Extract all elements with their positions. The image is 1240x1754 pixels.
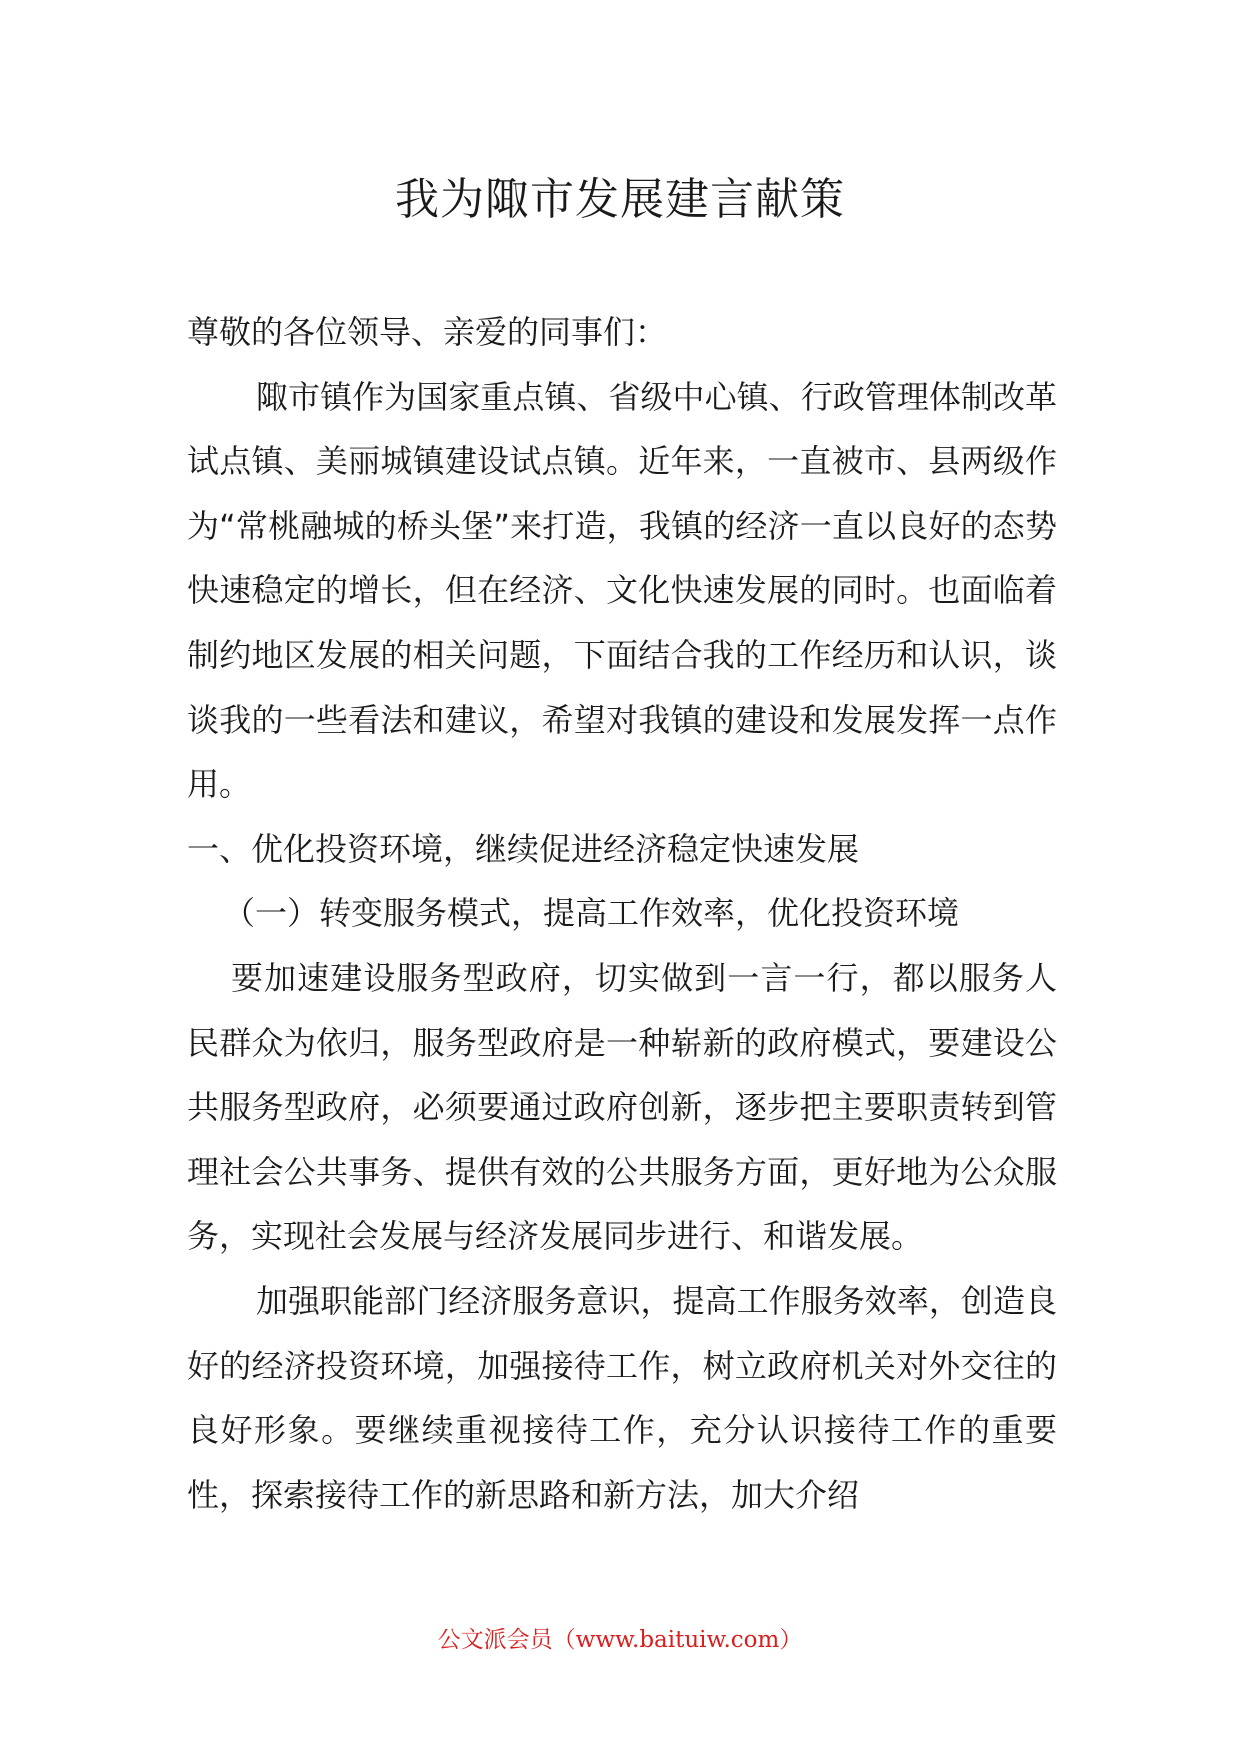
body-paragraph-reception: 加强职能部门经济服务意识，提高工作服务效率，创造良好的经济投资环境，加强接待工作，树立政府机关对外交往的良好形象。要继续重视接待工作，充分认识接待工作的重要性，探索接待工作的新思路和新方法，加大介绍	[187, 1281, 1057, 1514]
footer-watermark: 公文派会员（www.baituiw.com）	[437, 1627, 803, 1653]
subsection-heading: （一）转变服务模式，提高工作效率，优化投资环境	[223, 894, 960, 933]
document-body	[187, 300, 1057, 1527]
section-heading: 一、优化投资环境，继续促进经济稳定快速发展	[187, 829, 860, 868]
body-paragraph-service: 要加速建设服务型政府，切实做到一言一行，都以服务人民群众为依归，服务型政府是一种崭新的政府模式，要建设公共服务型政府，必须要通过政府创新，逐步把主要职责转到管理社会公共事务、提供有效的公共服务方面，更好地为公众服务，实现社会发展与经济发展同步进行、和谐发展。	[187, 958, 1057, 1256]
intro-paragraph: 陬市镇作为国家重点镇、省级中心镇、行政管理体制改革试点镇、美丽城镇建设试点镇。近年来，一直被市、县两级作为“常桃融城的桥头堡”来打造，我镇的经济一直以良好的态势快速稳定的增长，但在经济、文化快速发展的同时。也面临着制约地区发展的相关问题，下面结合我的工作经历和认识，谈谈我的一些看法和建议，希望对我镇的建设和发展发挥一点作用。	[187, 377, 1057, 804]
document-title: 我为陬市发展建言献策	[395, 174, 845, 225]
greeting-line: 尊敬的各位领导、亲爱的同事们：	[187, 313, 668, 351]
